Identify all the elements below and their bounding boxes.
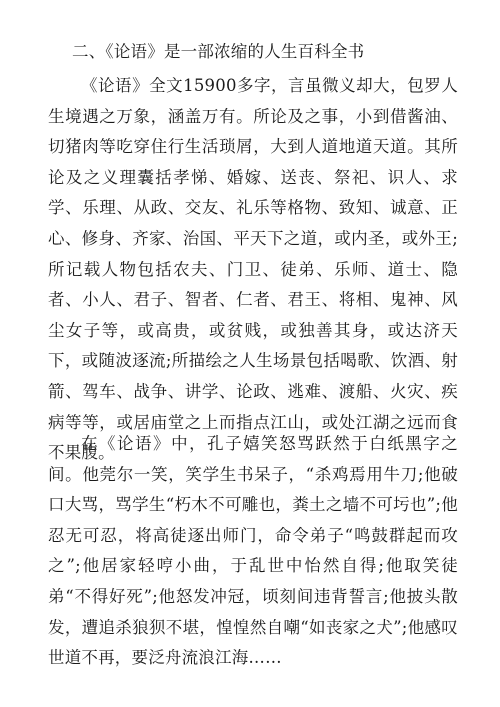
body-paragraph: 在《论语》中，孔子嬉笑怒骂跃然于白纸黑字之间。他莞尔一笑，笑学生书呆子，“杀鸡焉用牛刀;他破口大骂，骂学生“朽木不可雕也，粪土之墙不可圬也”;他忍无可忍，将高徒逐出师门，命令弟子“鸣鼓群起而攻之”;他居家轻哼小曲，于乱世中怡然自得;他取笑徒弟“不得好死”;他怒发冲冠，顷刻间违背誓言;他披头散发，遭追杀狼狈不堪，惶惶然自嘲“如丧家之犬”;他感叹世道不再，要泛舟流浪江海…… bbox=[48, 434, 458, 668]
body-paragraph: 《论语》全文15900多字，言虽微义却大，包罗人生境遇之万象，涵盖万有。所论及之事，小到借酱油、切猪肉等吃穿住行生活琐屑，大到人道地道天道。其所论及之义理囊括孝悌、婚嫁、送丧、祭祀、识人、求学、乐理、从政、交友、礼乐等格物、致知、诚意、正心、修身、齐家、治国、平天下之道，或内圣，或外王;所记载人物包括农夫、门卫、徒弟、乐师、道士、隐者、小人、君子、智者、仁者、君王、将相、鬼神、风尘女子等，或高贵，或贫贱，或独善其身，或达济天下，或随波逐流;所描绘之人生场景包括喝歌、饮酒、射箭、驾车、战争、讲学、论政、逃难、渡船、火灾、疾病等等，或居庙堂之上而指点江山，或处江湖之远而食不果腹。 bbox=[48, 76, 458, 463]
section-heading: 二、《论语》是一部浓缩的人生百科全书 bbox=[72, 42, 365, 61]
